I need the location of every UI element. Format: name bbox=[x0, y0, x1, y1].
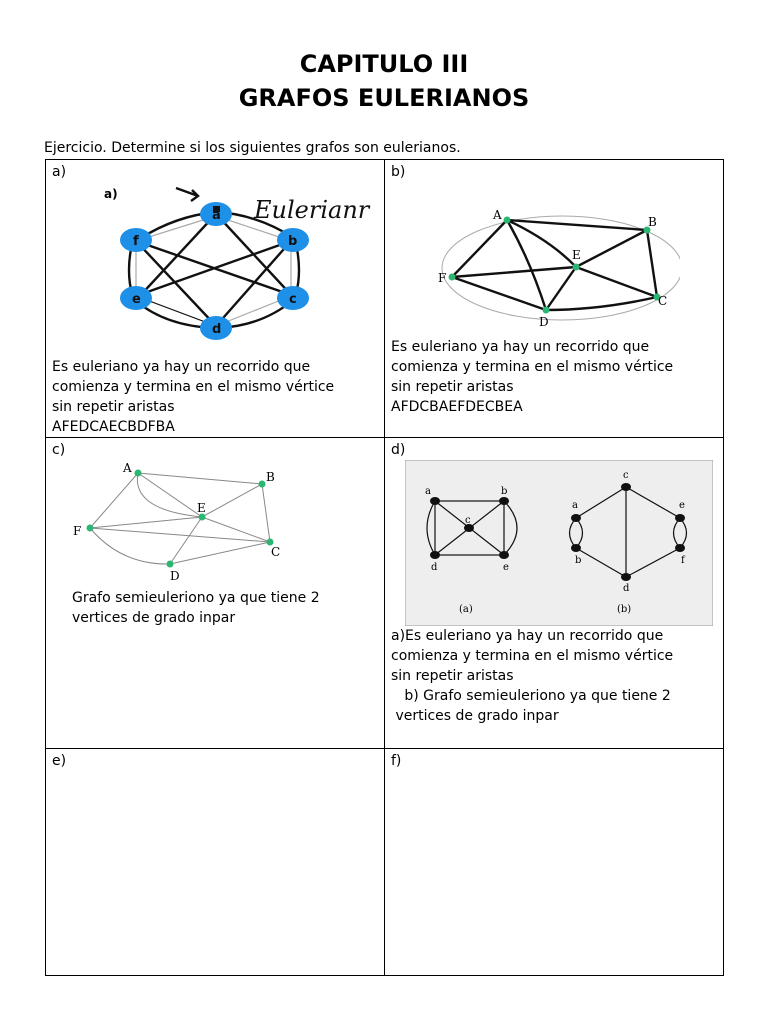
graph-d-right-vertex-d: d bbox=[623, 583, 630, 594]
cell-b-label: b) bbox=[391, 164, 406, 180]
cell-e bbox=[46, 749, 385, 976]
cell-a-label: a) bbox=[52, 164, 67, 180]
graph-c-vertex-b: B bbox=[266, 470, 275, 484]
graph-c-vertex-a: A bbox=[123, 461, 132, 475]
graph-c-vertex-f: F bbox=[73, 524, 82, 538]
page-title-line-2: GRAFOS EULERIANOS bbox=[238, 84, 530, 112]
graph-d-left-vertex-b: b bbox=[501, 486, 508, 497]
graph-c-vertex-e: E bbox=[197, 501, 206, 515]
cell-a-answer bbox=[52, 357, 334, 437]
graph-a-vertex-e: e bbox=[132, 292, 141, 307]
answer-line: comienza y termina en el mismo vértice bbox=[52, 379, 335, 395]
answer-line: comienza y termina en el mismo vértice bbox=[391, 359, 674, 375]
answer-line: AFDCBAEFDECBEA bbox=[391, 399, 523, 415]
cell-f bbox=[385, 749, 724, 976]
answer-line: Es euleriano ya hay un recorrido que bbox=[52, 359, 311, 375]
cell-e-label: e) bbox=[52, 753, 67, 769]
exercise-table bbox=[45, 159, 724, 976]
graph-a-vertex-b: b bbox=[288, 234, 298, 249]
graph-d-left-vertex-e: e bbox=[503, 562, 509, 573]
answer-line: AFEDCAECBDFBA bbox=[52, 419, 175, 435]
graph-a bbox=[96, 176, 376, 341]
cell-d-label: d) bbox=[391, 442, 406, 458]
cell-d-answer bbox=[391, 626, 673, 726]
handwritten-note: Eulerianr bbox=[254, 196, 370, 224]
answer-line: vertices de grado inpar bbox=[391, 708, 559, 724]
answer-line: Grafo semieuleriono ya que tiene 2 bbox=[72, 590, 320, 606]
graph-b-vertex-c: C bbox=[658, 294, 668, 308]
cell-b bbox=[385, 160, 724, 438]
graph-d-left-vertex-a: a bbox=[425, 486, 431, 497]
answer-line: sin repetir aristas bbox=[52, 399, 175, 415]
graph-b-vertex-d: D bbox=[539, 315, 549, 329]
answer-line: b) Grafo semieuleriono ya que tiene 2 bbox=[391, 688, 671, 704]
graph-a-vertex-a: a bbox=[212, 208, 221, 223]
cell-b-answer bbox=[391, 337, 673, 417]
cell-f-label: f) bbox=[391, 753, 402, 769]
cell-c-label: c) bbox=[52, 442, 66, 458]
graph-a-vertex-d: d bbox=[212, 322, 222, 337]
graph-d-right-vertex-a: a bbox=[572, 500, 578, 511]
graph-d-caption-b: (b) bbox=[617, 604, 632, 615]
graph-a-vertex-f: f bbox=[133, 234, 139, 249]
cell-c bbox=[46, 438, 385, 749]
graph-c-vertex-c: C bbox=[271, 545, 281, 559]
cell-d bbox=[385, 438, 724, 749]
answer-line: comienza y termina en el mismo vértice bbox=[391, 648, 674, 664]
graph-a-image-label: a) bbox=[104, 187, 118, 201]
graph-b-vertex-b: B bbox=[648, 215, 657, 229]
graph-d bbox=[405, 460, 713, 626]
graph-b-vertex-f: F bbox=[438, 271, 447, 285]
graph-d-right-vertex-c: c bbox=[623, 470, 629, 481]
graph-c bbox=[71, 460, 301, 580]
graph-a-vertex-c: c bbox=[289, 292, 297, 307]
graph-d-left-vertex-d: d bbox=[431, 562, 438, 573]
graph-d-caption-a: (a) bbox=[459, 604, 473, 615]
graph-c-vertex-d: D bbox=[170, 569, 180, 580]
graph-d-right-vertex-f: f bbox=[681, 555, 685, 566]
graph-b bbox=[430, 200, 680, 330]
page-title-line-1: CAPITULO III bbox=[299, 50, 469, 78]
answer-line: a)Es euleriano ya hay un recorrido que bbox=[391, 628, 664, 644]
answer-line: sin repetir aristas bbox=[391, 668, 514, 684]
answer-line: Es euleriano ya hay un recorrido que bbox=[391, 339, 650, 355]
exercise-instruction: Ejercicio. Determine si los siguientes grafos son eulerianos. bbox=[44, 140, 461, 156]
cell-c-answer bbox=[72, 588, 320, 628]
graph-d-left-vertex-c: c bbox=[465, 515, 471, 526]
answer-line: sin repetir aristas bbox=[391, 379, 514, 395]
graph-b-vertex-e: E bbox=[572, 248, 581, 262]
cell-a bbox=[46, 160, 385, 438]
graph-d-right-vertex-e: e bbox=[679, 500, 685, 511]
graph-b-vertex-a: A bbox=[493, 208, 502, 222]
answer-line: vertices de grado inpar bbox=[72, 610, 236, 626]
graph-d-right-vertex-b: b bbox=[575, 555, 582, 566]
